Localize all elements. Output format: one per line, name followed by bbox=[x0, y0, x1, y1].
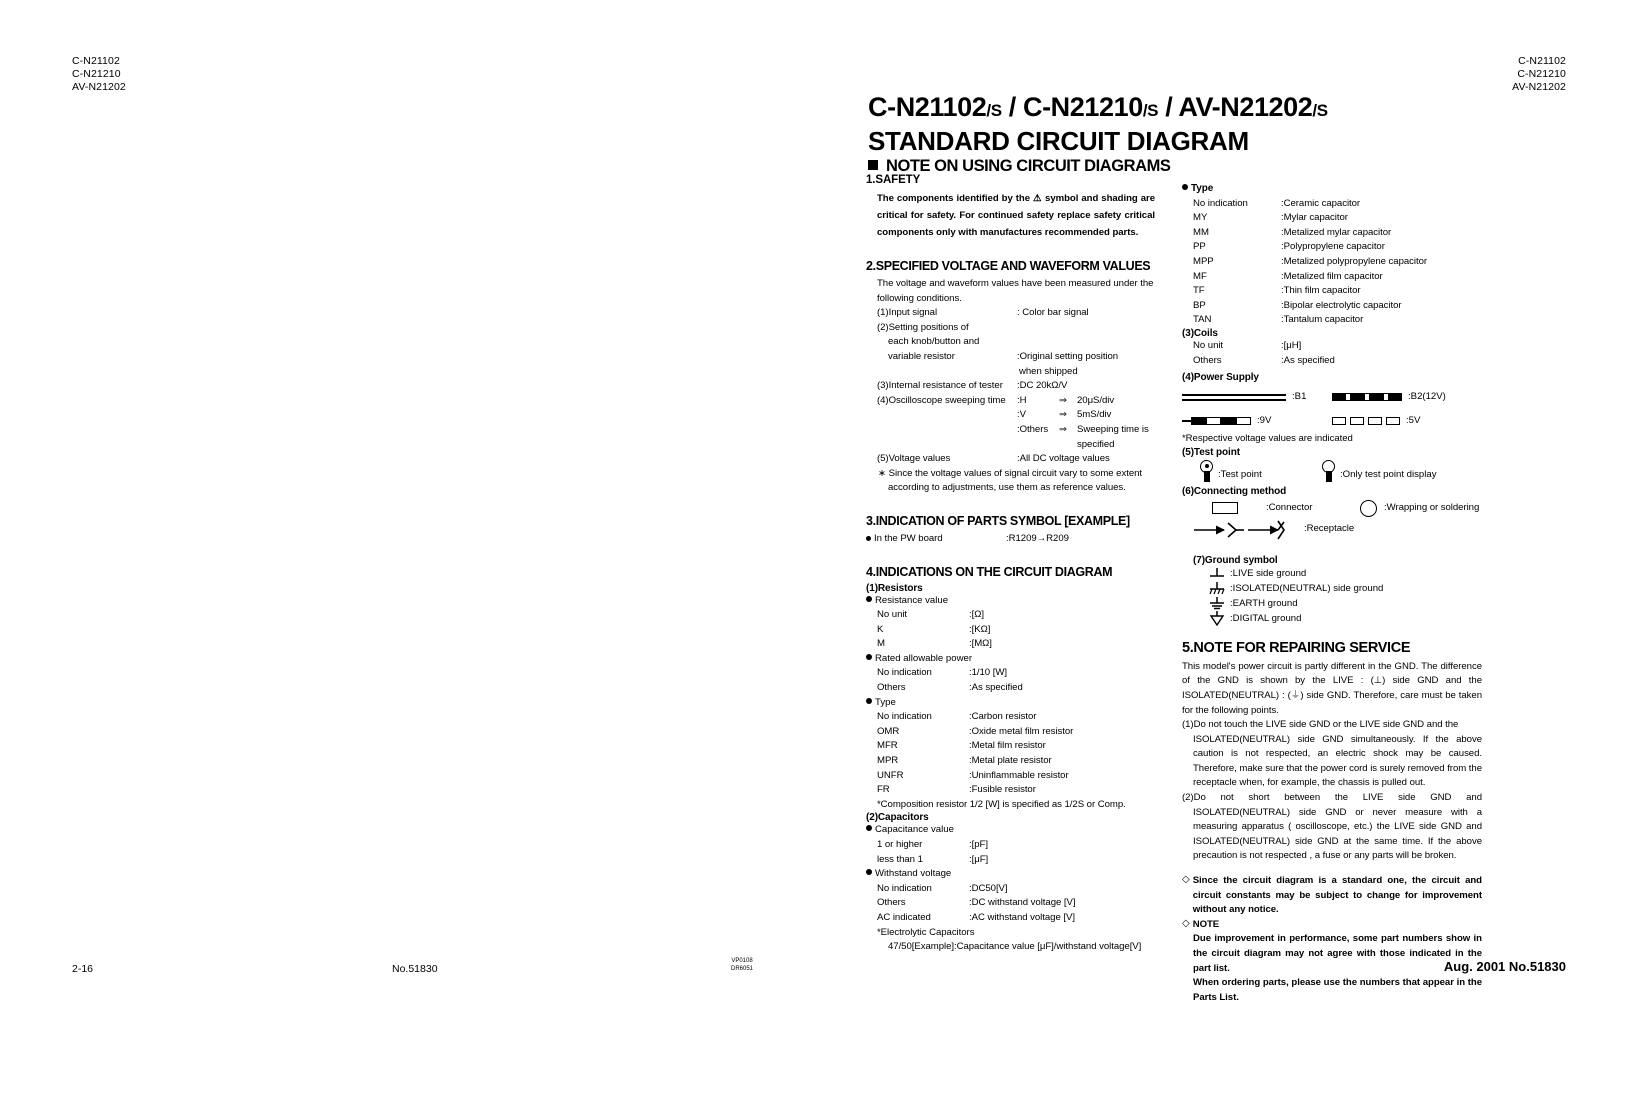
key: No indication bbox=[877, 667, 932, 679]
key: PP bbox=[1193, 241, 1206, 253]
value: :Thin film capacitor bbox=[1281, 285, 1361, 297]
value: :As specified bbox=[969, 682, 1023, 694]
ground-row-2 bbox=[1204, 581, 1482, 596]
v5-label: :5V bbox=[1406, 415, 1421, 427]
header-right-model-2: C-N21210 bbox=[1517, 68, 1566, 80]
s2-item-2 bbox=[877, 321, 1166, 336]
footer-code-line-2: DR6051 bbox=[731, 966, 754, 972]
value: :Polypropylene capacitor bbox=[1281, 241, 1385, 253]
test-point-symbol-1 bbox=[1200, 460, 1322, 482]
value: :Metal plate resistor bbox=[969, 755, 1052, 767]
value: :1/10 [W] bbox=[969, 667, 1007, 679]
value: :Bipolar electrolytic capacitor bbox=[1281, 299, 1402, 311]
s2-item-4-label: (4)Oscilloscope sweeping time bbox=[877, 394, 1006, 406]
connector-icon bbox=[1212, 502, 1238, 514]
key: TF bbox=[1193, 285, 1205, 297]
b1-label: :B1 bbox=[1292, 391, 1307, 403]
s3-row bbox=[866, 532, 1166, 547]
power-supply-title: (4)Power Supply bbox=[1182, 372, 1259, 384]
s4-g2-sub1-row-2 bbox=[877, 853, 1166, 868]
s4-g1-sub3-label: Type bbox=[875, 696, 896, 708]
section-4-heading: 4.INDICATIONS ON THE CIRCUIT DIAGRAM bbox=[866, 564, 1113, 579]
s5-p3-label: (2) bbox=[1182, 792, 1194, 804]
header-left-models bbox=[72, 55, 126, 94]
s2-item-4-value: :H bbox=[1017, 394, 1027, 406]
header-left-model-1: C-N21102 bbox=[72, 55, 120, 67]
filled-circle-icon bbox=[866, 596, 872, 602]
s2-item-2-label2: each knob/button and bbox=[888, 336, 980, 348]
value: :Oxide metal film resistor bbox=[969, 725, 1074, 737]
digital-ground-icon bbox=[1204, 611, 1230, 626]
key: MPP bbox=[1193, 255, 1214, 267]
s2-item-2-label: (2)Setting positions of bbox=[877, 321, 969, 333]
type-row-6 bbox=[1193, 270, 1482, 285]
section-3-heading: 3.INDICATION OF PARTS SYMBOL [EXAMPLE] bbox=[866, 513, 1130, 528]
s4-g1-sub1 bbox=[866, 594, 1166, 609]
s4-g2-sub1-row-1 bbox=[877, 838, 1166, 853]
header-left-model-2: C-N21210 bbox=[72, 68, 121, 80]
bullet-square-icon bbox=[868, 160, 878, 170]
ground-label-1: :LIVE side ground bbox=[1230, 567, 1307, 579]
page-title: STANDARD CIRCUIT DIAGRAM bbox=[868, 126, 1249, 156]
header-right-models bbox=[1512, 55, 1566, 94]
ground-label-3: :EARTH ground bbox=[1230, 597, 1298, 609]
s4-g2-sub2-row-1 bbox=[877, 882, 1166, 897]
s4-g1-title: (1)Resistors bbox=[866, 582, 923, 594]
connector-label: :Connector bbox=[1266, 501, 1313, 513]
value: :Tantalum capacitor bbox=[1281, 314, 1364, 326]
filled-circle-icon bbox=[866, 869, 872, 875]
type-row-1 bbox=[1193, 197, 1482, 212]
footer-code bbox=[731, 957, 753, 973]
s2-item-7-value: :All DC voltage values bbox=[1017, 453, 1110, 465]
section-2-intro: The voltage and waveform values have been measured under the following conditions. bbox=[877, 278, 1154, 304]
b2-dashed-icon bbox=[1332, 393, 1402, 401]
connecting-title: (6)Connecting method bbox=[1182, 485, 1287, 497]
value: :[μH] bbox=[1281, 339, 1302, 351]
section-1-heading: 1.SAFETY bbox=[866, 174, 921, 186]
s4-g1-sub1-row-3 bbox=[877, 637, 1166, 652]
s3-row-label: In the PW board bbox=[874, 532, 943, 544]
s4-g1-sub3-row-3 bbox=[877, 739, 1166, 754]
s4-g2-sub2-label: Withstand voltage bbox=[875, 868, 952, 880]
s4-g1-sub3-row-4 bbox=[877, 754, 1166, 769]
section-5-heading: 5.NOTE FOR REPAIRING SERVICE bbox=[1182, 639, 1411, 656]
connector-symbol-row bbox=[1212, 501, 1360, 516]
ground-row-3 bbox=[1204, 596, 1482, 611]
s5-d2-title: NOTE bbox=[1192, 918, 1220, 930]
page-title-models: C-N21102/S / C-N21210/S / AV-N21202/S bbox=[868, 92, 1328, 122]
footer-code-line-1: VP0108 bbox=[731, 958, 753, 964]
s2-item-2-line3 bbox=[877, 350, 1166, 365]
key: Others bbox=[877, 897, 906, 909]
s4-g1-note: *Composition resistor 1/2 [W] is specified as 1/2S or Comp. bbox=[877, 798, 1126, 810]
key: MF bbox=[1193, 270, 1207, 282]
value: :[pF] bbox=[969, 839, 988, 850]
coils-title: (3)Coils bbox=[1182, 327, 1218, 339]
key: Others bbox=[877, 682, 906, 694]
s2-item-6-value-right: Sweeping time is bbox=[1077, 423, 1149, 435]
s5-p3-first: Do not short between the LIVE side GND and bbox=[1193, 792, 1482, 804]
header-right-model-3: AV-N21202 bbox=[1512, 81, 1566, 93]
s4-g1-sub2-row-1 bbox=[877, 666, 1166, 681]
type-row-7 bbox=[1193, 284, 1482, 299]
b2-label: :B2(12V) bbox=[1408, 391, 1446, 403]
value: :[KΩ] bbox=[969, 623, 991, 635]
s2-item-7 bbox=[877, 452, 1166, 467]
s4-g1-sub1-row-2 bbox=[877, 623, 1166, 638]
key: MPR bbox=[877, 755, 899, 767]
key: No unit bbox=[1193, 339, 1224, 351]
type-group-title bbox=[1182, 182, 1482, 197]
v5-dashed-icon bbox=[1332, 417, 1400, 425]
s4-g2-sub1-label: Capacitance value bbox=[875, 824, 954, 836]
ground-label-4: :DIGITAL ground bbox=[1230, 612, 1302, 624]
key: MFR bbox=[877, 740, 898, 752]
s2-item-5-value-right: 5mS/div bbox=[1077, 409, 1112, 421]
s5-p1: This model's power circuit is partly different in the GND. The difference of the GND is shown by the LIVE : (⊥) side GND and the ISOLATED(NEUTRAL) : (⏚) side GND. Therefore, care must be taken for the following points. bbox=[1182, 660, 1482, 716]
type-row-4 bbox=[1193, 240, 1482, 255]
list-bullet-icon bbox=[866, 536, 871, 541]
value: :As specified bbox=[1281, 354, 1335, 366]
s4-g1-sub2-row-2 bbox=[877, 681, 1166, 696]
s4-g2-note2: 47/50[Example]:Capacitance value [μF]/withstand voltage[V] bbox=[888, 941, 1142, 953]
s2-item-4 bbox=[877, 394, 1166, 409]
s5-p3-rest: ISOLATED(NEUTRAL) side GND or never measure with a measuring apparatus ( oscilloscope, etc.) the LIVE side GND and ISOLATED(NEUTRAL) side GND at the same time. If the above precaution is not respected , a fuse or any parts will be broken. bbox=[1193, 806, 1482, 862]
power-5v-symbol-row bbox=[1332, 414, 1420, 428]
s4-g1-sub3 bbox=[866, 696, 1166, 711]
key: MY bbox=[1193, 212, 1208, 224]
key: AC indicated bbox=[877, 911, 931, 923]
type-group-label: Type bbox=[1191, 183, 1214, 194]
s2-item-5-arrow-icon: ⇒ bbox=[1059, 409, 1067, 421]
value: :Metal film resistor bbox=[969, 740, 1046, 752]
wrapping-symbol-row bbox=[1360, 500, 1479, 517]
value: :Mylar capacitor bbox=[1281, 212, 1348, 224]
key: UNFR bbox=[877, 769, 904, 781]
s4-g1-sub1-row-1 bbox=[877, 608, 1166, 623]
s2-item-2-label3: variable resistor bbox=[888, 350, 955, 362]
s5-d2: Due improvement in performance, some part numbers show in the circuit diagram may not agree with those indicated in the part list. bbox=[1193, 933, 1482, 974]
filled-circle-icon bbox=[866, 654, 872, 660]
key: FR bbox=[877, 784, 890, 796]
s2-item-6 bbox=[877, 423, 1166, 438]
value: :[Ω] bbox=[969, 609, 984, 621]
value: :Metalized polypropylene capacitor bbox=[1281, 255, 1428, 267]
type-row-2 bbox=[1193, 211, 1482, 226]
s2-item-5-value: :V bbox=[1017, 409, 1026, 421]
power-b1-symbol-row bbox=[1182, 390, 1332, 404]
power-9v-symbol-row bbox=[1182, 414, 1332, 428]
v9-label: :9V bbox=[1257, 415, 1272, 427]
key: OMR bbox=[877, 725, 900, 737]
s2-item-2-value2: when shipped bbox=[1019, 365, 1078, 377]
s4-g1-sub3-row-2 bbox=[877, 725, 1166, 740]
v9-dashed-icon bbox=[1191, 417, 1251, 425]
test-point-title: (5)Test point bbox=[1182, 446, 1240, 458]
filled-circle-icon bbox=[866, 698, 872, 704]
value: :Carbon resistor bbox=[969, 711, 1037, 723]
s2-item-6-line2 bbox=[877, 438, 1166, 453]
s4-g1-sub3-row-6 bbox=[877, 783, 1166, 798]
footer-doc-number: No.51830 bbox=[392, 963, 438, 975]
value: :[MΩ] bbox=[969, 638, 992, 650]
s2-footnote: ∗ Since the voltage values of signal circuit vary to some extent according to adjustments, use them as reference values. bbox=[878, 467, 1143, 494]
s2-item-3-label: (3)Internal resistance of tester bbox=[877, 380, 1003, 392]
isolated-ground-icon bbox=[1204, 581, 1230, 595]
diamond-icon: ◇ bbox=[1182, 917, 1190, 929]
type-row-3 bbox=[1193, 226, 1482, 241]
footer-page-number: 2-16 bbox=[72, 963, 94, 975]
s4-g1-sub1-label: Resistance value bbox=[875, 594, 949, 606]
right-column bbox=[1182, 182, 1482, 1005]
s2-item-6-arrow-icon: ⇒ bbox=[1059, 423, 1067, 435]
ground-row-4 bbox=[1204, 611, 1482, 626]
key: BP bbox=[1193, 299, 1206, 311]
b1-line-icon bbox=[1182, 394, 1286, 401]
s4-g2-sub2 bbox=[866, 867, 1166, 882]
key: No indication bbox=[1193, 197, 1248, 209]
s2-item-1-value: : Color bar signal bbox=[1017, 307, 1089, 319]
test-point-display-icon bbox=[1322, 460, 1337, 482]
header-right-model-1: C-N21102 bbox=[1518, 55, 1566, 67]
ground-label-2: :ISOLATED(NEUTRAL) side ground bbox=[1230, 582, 1384, 594]
s5-d1: Since the circuit diagram is a standard one, the circuit and circuit constants may be subject to change for improvement without any notice. bbox=[1192, 875, 1482, 916]
value: :[μF] bbox=[969, 853, 989, 865]
filled-circle-icon bbox=[1182, 184, 1188, 190]
ground-title: (7)Ground symbol bbox=[1193, 554, 1278, 566]
header-left-model-3: AV-N21202 bbox=[72, 81, 126, 93]
test-point-label-2: :Only test point display bbox=[1340, 468, 1437, 480]
s5-p2-label: (1) bbox=[1182, 719, 1194, 731]
key: No unit bbox=[877, 609, 908, 621]
s4-g2-sub2-row-2 bbox=[877, 896, 1166, 911]
key: 1 or higher bbox=[877, 839, 923, 850]
value: :DC withstand voltage [V] bbox=[969, 897, 1076, 909]
power-supply-note: *Respective voltage values are indicated bbox=[1182, 433, 1353, 445]
footer-date-number: Aug. 2001 No.51830 bbox=[1443, 959, 1566, 974]
s2-item-6-value: :Others bbox=[1017, 423, 1049, 435]
section-1-body: The components identified by the ⚠ symbol and shading are critical for safety. For continued safety replace safety critical components only with manufactures recommended parts. bbox=[877, 193, 1155, 238]
s2-item-1-label: (1)Input signal bbox=[877, 307, 938, 319]
s4-g1-sub2 bbox=[866, 652, 1166, 667]
type-row-5 bbox=[1193, 255, 1482, 270]
key: TAN bbox=[1193, 314, 1212, 326]
value: :Fusible resistor bbox=[969, 784, 1036, 796]
value: :DC50[V] bbox=[969, 882, 1008, 894]
s2-item-4-value-right: 20μS/div bbox=[1077, 394, 1115, 406]
s3-row-value: :R1209→R209 bbox=[1006, 532, 1069, 544]
test-point-label-1: :Test point bbox=[1218, 468, 1262, 480]
s4-g1-sub2-label: Rated allowable power bbox=[875, 652, 973, 664]
s2-item-1 bbox=[877, 306, 1166, 321]
note-header-label: NOTE ON USING CIRCUIT DIAGRAMS bbox=[886, 157, 1171, 175]
s5-p2-first: Do not touch the LIVE side GND or the LIVE side GND and the bbox=[1193, 719, 1459, 731]
filled-circle-icon bbox=[866, 825, 872, 831]
s5-d3: When ordering parts, please use the numbers that appear in the Parts List. bbox=[1193, 977, 1482, 1003]
key: No indication bbox=[877, 711, 932, 723]
key: M bbox=[877, 638, 885, 650]
section-2-heading: 2.SPECIFIED VOLTAGE AND WAVEFORM VALUES bbox=[866, 259, 1151, 273]
s2-item-3 bbox=[877, 379, 1166, 394]
value: :Uninflammable resistor bbox=[969, 769, 1069, 781]
s4-g1-sub3-row-5 bbox=[877, 769, 1166, 784]
test-point-icon bbox=[1200, 460, 1215, 482]
earth-ground-icon bbox=[1204, 596, 1230, 610]
s2-item-6-value-right2: specified bbox=[1077, 438, 1115, 450]
wrapping-label: :Wrapping or soldering bbox=[1384, 501, 1480, 513]
value: :AC withstand voltage [V] bbox=[969, 911, 1075, 923]
ground-row-1 bbox=[1204, 566, 1482, 581]
test-point-symbol-2 bbox=[1322, 460, 1437, 482]
s2-item-5 bbox=[877, 408, 1166, 423]
s5-p2-rest: ISOLATED(NEUTRAL) side GND simultaneously. If the above caution is not respected, an electric shock may be caused. Therefore, make sure that the power cord is surely removed from the receptacle when, for example, the chassis is pulled out. bbox=[1193, 733, 1482, 789]
s2-item-2-value: :Original setting position bbox=[1017, 350, 1119, 362]
diamond-icon: ◇ bbox=[1182, 874, 1190, 886]
power-b2-symbol-row bbox=[1332, 390, 1446, 404]
s4-g2-sub2-row-3 bbox=[877, 911, 1166, 926]
receptacle-icon bbox=[1192, 519, 1302, 541]
key: No indication bbox=[877, 882, 932, 894]
value: :Metalized mylar capacitor bbox=[1281, 226, 1392, 238]
s2-item-3-value: :DC 20kΩ/V bbox=[1017, 380, 1068, 392]
key: MM bbox=[1193, 226, 1209, 238]
s2-item-4-arrow-icon: ⇒ bbox=[1059, 394, 1067, 406]
s4-g2-sub1 bbox=[866, 823, 1166, 838]
wrapping-icon bbox=[1360, 500, 1377, 517]
coils-row-1 bbox=[1193, 339, 1482, 354]
s4-g2-note1: *Electrolytic Capacitors bbox=[877, 926, 975, 938]
receptacle-label: :Receptacle bbox=[1304, 523, 1355, 535]
key: K bbox=[877, 623, 884, 635]
key: less than 1 bbox=[877, 853, 923, 865]
type-row-9 bbox=[1193, 313, 1482, 328]
s4-g2-title: (2)Capacitors bbox=[866, 812, 929, 824]
s4-g1-sub3-row-1 bbox=[877, 710, 1166, 725]
s2-item-2-line2 bbox=[877, 335, 1166, 350]
value: :Ceramic capacitor bbox=[1281, 197, 1361, 209]
coils-row-2 bbox=[1193, 354, 1482, 369]
left-column bbox=[866, 174, 1166, 955]
s2-item-7-label: (5)Voltage values bbox=[877, 453, 951, 465]
key: Others bbox=[1193, 354, 1222, 366]
s2-item-2-line4 bbox=[877, 365, 1166, 380]
type-row-8 bbox=[1193, 299, 1482, 314]
live-ground-icon bbox=[1204, 567, 1230, 580]
value: :Metalized film capacitor bbox=[1281, 270, 1383, 282]
receptacle-symbol-row bbox=[1192, 519, 1482, 541]
